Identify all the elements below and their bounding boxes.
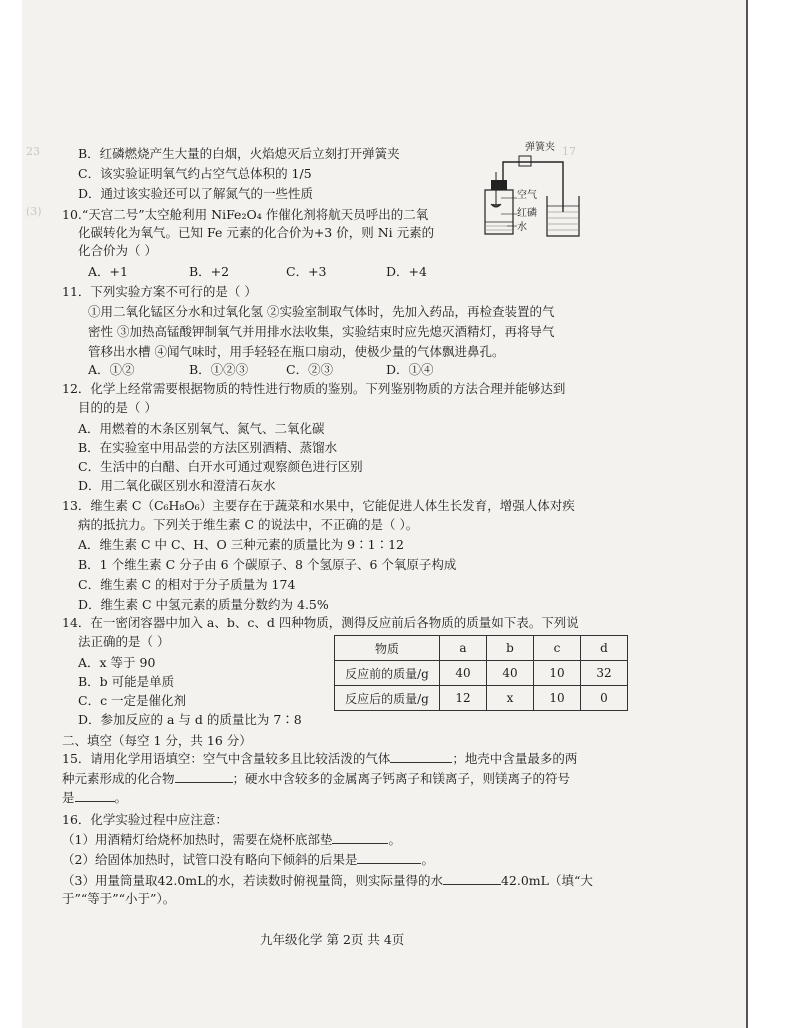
answer-blank[interactable]: [443, 873, 501, 885]
table-header-row: [335, 636, 628, 661]
bleed-through-mark: 17: [562, 145, 576, 158]
q11-option-c: C．②③: [286, 362, 334, 377]
label-water: 水: [517, 222, 527, 233]
label-red-phosphorus: 红磷: [517, 208, 537, 219]
q14-option-a: A．x 等于 90: [78, 655, 156, 670]
q15-text: ；地壳中含量最多的两: [452, 751, 578, 766]
table-cell: 反应后的质量/g: [335, 686, 440, 711]
q14-option-b: B．b 可能是单质: [78, 674, 175, 689]
table-header-cell: c: [534, 636, 581, 661]
q15-line1: [62, 751, 577, 767]
q12-stem-line2: 目的的是（ ）: [78, 400, 157, 415]
q14-stem-line2: 法正确的是（ ）: [78, 634, 170, 649]
q14-stem-line1: 14．在一密闭容器中加入 a、b、c、d 四种物质，测得反应前后各物质的质量如下表。下列说: [62, 615, 579, 630]
q15-line3: [62, 790, 127, 806]
q10-option-d: D．+4: [386, 264, 427, 279]
label-spring-clamp: 弹簧夹: [525, 142, 555, 153]
table-cell: 0: [581, 686, 628, 711]
q13-option-c: C．维生素 C 的相对于分子质量为 174: [78, 577, 296, 592]
q10-option-b: B．+2: [189, 264, 230, 279]
q9-option-c: C．该实验证明氧气约占空气总体积的 1/5: [78, 166, 312, 181]
q11-option-d: D．①④: [386, 362, 434, 377]
q15-text: ；硬水中含较多的金属离子钙离子和镁离子，则镁离子的符号: [232, 771, 571, 786]
q16-sub3: [62, 873, 593, 889]
q11-stem: 11．下列实验方案不可行的是（ ）: [62, 284, 257, 299]
q16-text: （1）用酒精灯给烧杯加热时，需要在烧杯底部垫: [62, 832, 333, 847]
table-row: [335, 686, 628, 711]
table-cell: 40: [487, 661, 534, 686]
q10-line2: 化碳转化为氧气。已知 Fe 元素的化合价为+3 价，则 Ni 元素的: [78, 225, 435, 240]
mass-table: [334, 635, 628, 711]
q11-line2: 密性 ③加热高锰酸钾制氧气并用排水法收集，实验结束时应先熄灭酒精灯，再将导气: [88, 324, 555, 339]
table-cell: x: [487, 686, 534, 711]
q16-stem: 16．化学实验过程中应注意：: [62, 812, 228, 827]
q10-line3: 化合价为（ ）: [78, 243, 157, 258]
q15-text: 。: [114, 790, 128, 805]
q14-option-c: C．c 一定是催化剂: [78, 693, 187, 708]
answer-blank[interactable]: [357, 852, 421, 864]
answer-blank[interactable]: [332, 832, 388, 844]
q13-option-b: B．1 个维生素 C 分子由 6 个碳原子、8 个氢原子、6 个氧原子构成: [78, 557, 457, 572]
table-header-cell: d: [581, 636, 628, 661]
q11-line1: ①用二氧化锰区分水和过氧化氢 ②实验室制取气体时，先加入药品，再检查装置的气: [88, 304, 555, 319]
answer-blank[interactable]: [390, 751, 452, 763]
oxygen-experiment-apparatus: [477, 142, 583, 240]
q15-text: 15．请用化学用语填空：空气中含量较多且比较活泼的气体: [62, 751, 391, 766]
q12-option-c: C．生活中的白醋、白开水可通过观察颜色进行区别: [78, 459, 363, 474]
answer-blank[interactable]: [175, 771, 233, 783]
q16-text: （3）用量筒量取42.0mL的水，若读数时俯视量筒，则实际量得的水: [62, 873, 443, 888]
page-footer: 九年级化学 第 2页 共 4页: [260, 932, 405, 947]
table-cell: 32: [581, 661, 628, 686]
q15-text: 种元素形成的化合物: [62, 771, 175, 786]
q15-line2: [62, 771, 570, 787]
q13-option-a: A．维生素 C 中 C、H、O 三种元素的质量比为 9∶1∶12: [78, 537, 404, 552]
bleed-through-mark: 23: [26, 145, 40, 158]
table-header-cell: 物质: [335, 636, 440, 661]
q11-line3: 管移出水槽 ④闻气味时，用手轻轻在瓶口扇动，使极少量的气体飘进鼻孔。: [88, 344, 505, 359]
q14-option-d: D．参加反应的 a 与 d 的质量比为 7∶8: [78, 712, 302, 727]
q11-option-a: A．①②: [88, 362, 135, 377]
q9-option-d: D．通过该实验还可以了解氮气的一些性质: [78, 186, 314, 201]
answer-blank[interactable]: [75, 790, 115, 802]
q16-text: 42.0mL（填“大: [500, 873, 593, 888]
q10-option-a: A．+1: [88, 264, 128, 279]
q12-stem-line1: 12．化学上经常需要根据物质的特性进行物质的鉴别。下列鉴别物质的方法合理并能够达到: [62, 381, 566, 396]
q13-option-d: D．维生素 C 中氢元素的质量分数约为 4.5%: [78, 597, 329, 612]
q10-line1: 10.“天宫二号”太空舱利用 NiFe₂O₄ 作催化剂将航天员呼出的二氧: [62, 207, 429, 222]
label-air: 空气: [517, 190, 537, 201]
q9-option-b: B．红磷燃烧产生大量的白烟，火焰熄灭后立刻打开弹簧夹: [78, 146, 400, 161]
bleed-through-mark: (3): [26, 205, 42, 218]
q16-text: （2）给固体加热时，试管口没有略向下倾斜的后果是: [62, 852, 358, 867]
table-cell: 反应前的质量/g: [335, 661, 440, 686]
table-cell: 12: [440, 686, 487, 711]
table-cell: 40: [440, 661, 487, 686]
q12-option-a: A．用燃着的木条区别氧气、氮气、二氧化碳: [78, 421, 325, 436]
section-heading: 二、填空（每空 1 分，共 16 分）: [62, 733, 252, 748]
q12-option-b: B．在实验室中用品尝的方法区别酒精、蒸馏水: [78, 440, 338, 455]
table-row: [335, 661, 628, 686]
q13-stem-line1: 13．维生素 C（C₆H₈O₆）主要存在于蔬菜和水果中，它能促进人体生长发育，增强人体对疾: [62, 498, 575, 513]
q16-text: 。: [388, 832, 401, 847]
table-header-cell: a: [440, 636, 487, 661]
q16-text: 。: [421, 852, 434, 867]
q12-option-d: D．用二氧化碳区别水和澄清石灰水: [78, 478, 276, 493]
exam-page: [22, 0, 748, 1028]
q16-sub2: [62, 852, 434, 868]
q13-stem-line2: 病的抵抗力。下列关于维生素 C 的说法中，不正确的是（ ）。: [78, 517, 419, 532]
q15-text: 是: [62, 790, 75, 805]
q16-sub1: [62, 832, 401, 848]
q10-option-c: C．+3: [286, 264, 327, 279]
q11-option-b: B．①②③: [189, 362, 249, 377]
table-header-cell: b: [487, 636, 534, 661]
table-cell: 10: [534, 661, 581, 686]
table-cell: 10: [534, 686, 581, 711]
q16-sub3-cont: 于”“等于”“小于”）。: [62, 891, 176, 906]
